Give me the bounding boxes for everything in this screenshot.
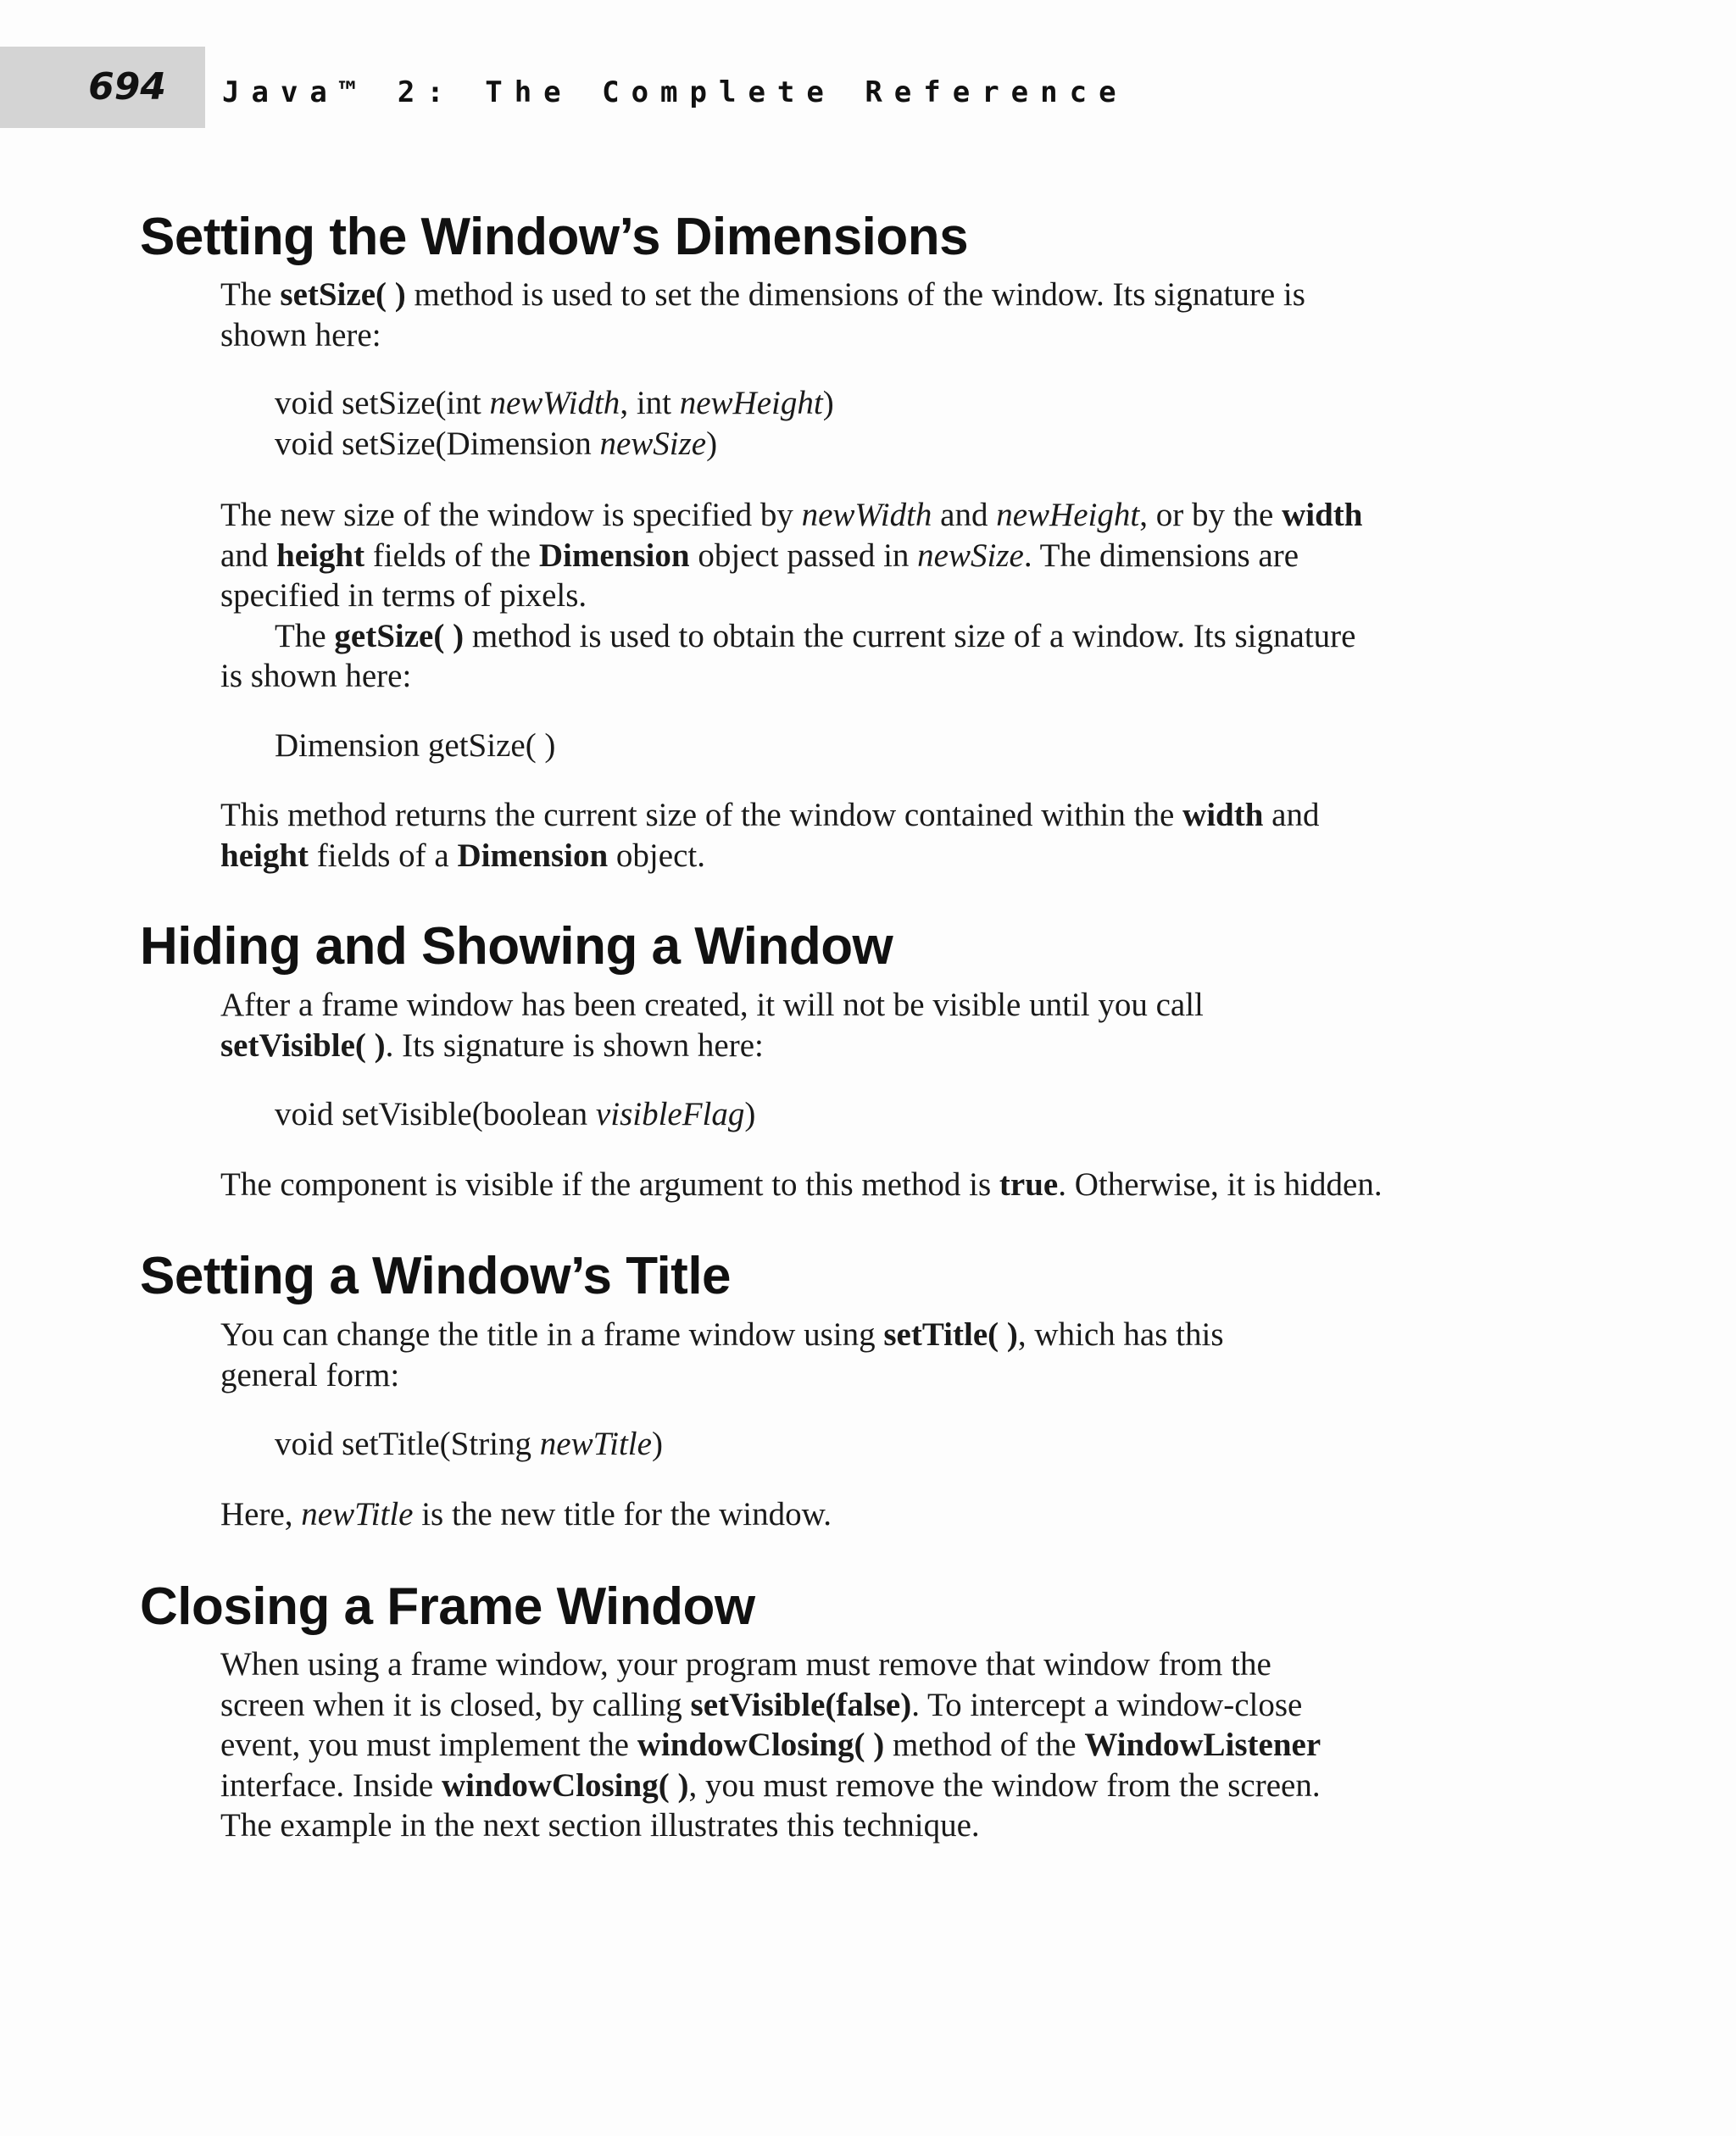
paragraph: This method returns the current size of the window contained within the width and height fields of a Dimension object. bbox=[220, 797, 1320, 874]
paragraph-continued: is shown here: bbox=[220, 658, 412, 694]
paragraph: The new size of the window is specified by newWidth and newHeight, or by the width and height fields of the Dimension object passed in newSize. The dimensions are specified in terms of pixels. bbox=[220, 497, 1363, 614]
section-heading: Setting the Window’s Dimensions bbox=[140, 208, 969, 266]
section-heading: Closing a Frame Window bbox=[140, 1577, 755, 1636]
paragraph: You can change the title in a frame window using setTitle( ), which has this general form: bbox=[220, 1316, 1224, 1393]
paragraph: The component is visible if the argument to this method is true. Otherwise, it is hidden. bbox=[220, 1166, 1383, 1203]
code-signature: void setVisible(boolean visibleFlag) bbox=[275, 1096, 756, 1132]
section-heading: Hiding and Showing a Window bbox=[140, 917, 893, 976]
code-signature: void setTitle(String newTitle) bbox=[275, 1426, 663, 1462]
method-name: setSize( ) bbox=[280, 276, 406, 313]
paragraph: The getSize( ) method is used to obtain the current size of a window. Its signature bbox=[275, 618, 1356, 654]
paragraph: Here, newTitle is the new title for the window. bbox=[220, 1496, 832, 1532]
paragraph: The setSize( ) method is used to set the dimensions of the window. Its signature is shown here: bbox=[220, 276, 1305, 353]
method-name: setVisible( ) bbox=[220, 1026, 386, 1064]
paragraph: When using a frame window, your program must remove that window from the screen when it is closed, by calling setVisible(false). To intercept a window-close event, you must implement the windowClosing( ) method of the WindowListener interface. Inside windowClosing( ), you must remove the window from the screen. The example in the next section illustrates this technique. bbox=[220, 1646, 1321, 1844]
paragraph: After a frame window has been created, it will not be visible until you call setVisible( ). Its signature is shown here: bbox=[220, 987, 1204, 1064]
page-number: 694 bbox=[0, 47, 205, 128]
method-name: getSize( ) bbox=[334, 618, 465, 654]
code-signature: Dimension getSize( ) bbox=[275, 727, 556, 764]
method-name: setTitle( ) bbox=[883, 1316, 1018, 1353]
code-signature: void setSize(int newWidth, int newHeight) void setSize(Dimension newSize) bbox=[275, 385, 834, 462]
running-title: Java™ 2: The Complete Reference bbox=[222, 75, 1128, 109]
page-header bbox=[0, 47, 1736, 128]
section-heading: Setting a Window’s Title bbox=[140, 1247, 732, 1305]
